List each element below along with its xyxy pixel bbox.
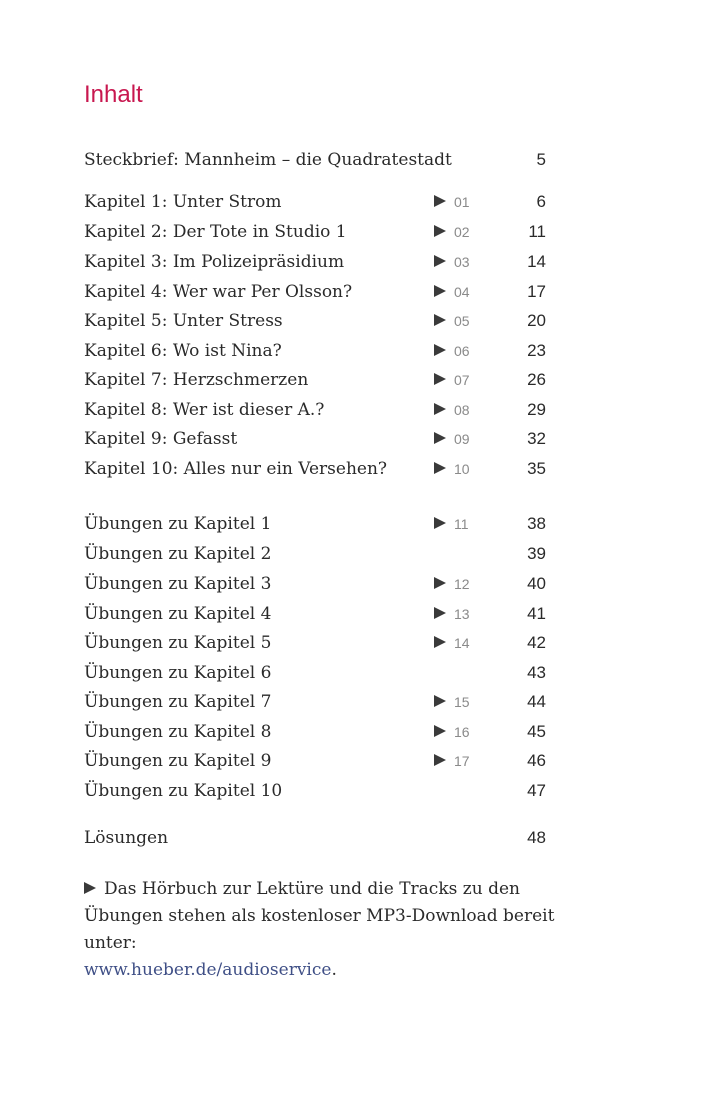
toc-label: Kapitel 6: Wo ist Nina? bbox=[84, 341, 282, 361]
track-number: 11 bbox=[454, 516, 469, 532]
toc-row-chapter-5[interactable] bbox=[84, 309, 546, 333]
toc-label: Übungen zu Kapitel 1 bbox=[84, 514, 272, 534]
toc-row-chapter-1[interactable] bbox=[84, 190, 546, 214]
footnote-trailing: . bbox=[331, 960, 337, 980]
toc-page-number: 6 bbox=[536, 192, 546, 211]
toc-label: Übungen zu Kapitel 6 bbox=[84, 663, 272, 683]
toc-page-number: 20 bbox=[527, 311, 546, 330]
toc-label: Übungen zu Kapitel 10 bbox=[84, 781, 283, 801]
toc-label: Kapitel 8: Wer ist dieser A.? bbox=[84, 400, 325, 420]
toc-label: Übungen zu Kapitel 3 bbox=[84, 574, 272, 594]
toc-label: Steckbrief: Mannheim – die Quadratestadt bbox=[84, 150, 452, 170]
toc-row-chapter-9[interactable] bbox=[84, 427, 546, 451]
play-icon bbox=[434, 725, 446, 737]
toc-page-number: 41 bbox=[527, 604, 546, 623]
track-number: 07 bbox=[454, 372, 470, 388]
play-icon bbox=[434, 432, 446, 444]
audioservice-link[interactable]: www.hueber.de/audioservice bbox=[84, 960, 332, 980]
toc-label: Kapitel 7: Herzschmerzen bbox=[84, 370, 309, 390]
audio-track[interactable] bbox=[434, 280, 470, 304]
toc-page-number: 42 bbox=[527, 633, 546, 652]
toc-page-number: 48 bbox=[527, 828, 546, 847]
toc-row-chapter-7[interactable] bbox=[84, 368, 546, 392]
play-icon bbox=[434, 517, 446, 529]
track-number: 15 bbox=[454, 694, 470, 710]
page-title: Inhalt bbox=[84, 81, 143, 108]
play-icon bbox=[434, 462, 446, 474]
toc-row-steckbrief[interactable] bbox=[84, 148, 546, 172]
audio-track[interactable] bbox=[434, 749, 470, 773]
toc-page-number: 29 bbox=[527, 400, 546, 419]
play-icon bbox=[434, 255, 446, 267]
toc-page-number: 14 bbox=[527, 252, 546, 271]
toc-page-number: 38 bbox=[527, 514, 546, 533]
track-number: 02 bbox=[454, 224, 470, 240]
toc-label: Übungen zu Kapitel 8 bbox=[84, 722, 272, 742]
play-icon bbox=[434, 195, 446, 207]
toc-page-number: 45 bbox=[527, 722, 546, 741]
track-number: 12 bbox=[454, 576, 470, 592]
toc-row-exercise-1[interactable] bbox=[84, 512, 546, 536]
audio-track[interactable] bbox=[434, 339, 470, 363]
toc-label: Kapitel 2: Der Tote in Studio 1 bbox=[84, 222, 347, 242]
toc-label: Kapitel 4: Wer war Per Olsson? bbox=[84, 282, 353, 302]
toc-label: Übungen zu Kapitel 9 bbox=[84, 751, 272, 771]
play-icon bbox=[434, 314, 446, 326]
audio-track[interactable] bbox=[434, 368, 470, 392]
toc-label: Übungen zu Kapitel 5 bbox=[84, 633, 272, 653]
toc-label: Kapitel 9: Gefasst bbox=[84, 429, 238, 449]
toc-label: Übungen zu Kapitel 7 bbox=[84, 692, 272, 712]
toc-row-exercise-6[interactable] bbox=[84, 661, 546, 685]
toc-label: Lösungen bbox=[84, 828, 169, 848]
toc-row-solutions[interactable] bbox=[84, 826, 546, 850]
toc-row-chapter-2[interactable] bbox=[84, 220, 546, 244]
play-icon bbox=[434, 636, 446, 648]
audio-track[interactable] bbox=[434, 631, 470, 655]
toc-row-chapter-6[interactable] bbox=[84, 339, 546, 363]
play-icon bbox=[434, 285, 446, 297]
audio-track[interactable] bbox=[434, 427, 470, 451]
toc-label: Übungen zu Kapitel 4 bbox=[84, 604, 272, 624]
toc-label: Kapitel 5: Unter Stress bbox=[84, 311, 283, 331]
toc-row-exercise-2[interactable] bbox=[84, 542, 546, 566]
play-icon bbox=[434, 403, 446, 415]
toc-page-number: 11 bbox=[528, 222, 546, 241]
toc-row-exercise-5[interactable] bbox=[84, 631, 546, 655]
toc-label: Übungen zu Kapitel 2 bbox=[84, 544, 272, 564]
audio-track[interactable] bbox=[434, 602, 470, 626]
toc-page-number: 35 bbox=[527, 459, 546, 478]
play-icon bbox=[434, 577, 446, 589]
toc-page-number: 17 bbox=[527, 282, 546, 301]
play-icon bbox=[434, 754, 446, 766]
track-number: 04 bbox=[454, 284, 470, 300]
toc-label: Kapitel 1: Unter Strom bbox=[84, 192, 282, 212]
toc-row-exercise-4[interactable] bbox=[84, 602, 546, 626]
toc-row-exercise-9[interactable] bbox=[84, 749, 546, 773]
toc-page-number: 43 bbox=[527, 663, 546, 682]
toc-page-number: 39 bbox=[527, 544, 546, 563]
play-icon bbox=[434, 695, 446, 707]
toc-row-chapter-3[interactable] bbox=[84, 250, 546, 274]
track-number: 01 bbox=[454, 194, 470, 210]
audio-track[interactable] bbox=[434, 190, 470, 214]
toc-page-number: 46 bbox=[527, 751, 546, 770]
play-icon bbox=[434, 607, 446, 619]
audio-track[interactable] bbox=[434, 720, 470, 744]
track-number: 13 bbox=[454, 606, 470, 622]
audio-download-note bbox=[84, 876, 584, 984]
toc-row-exercise-7[interactable] bbox=[84, 690, 546, 714]
toc-row-chapter-4[interactable] bbox=[84, 280, 546, 304]
track-number: 03 bbox=[454, 254, 470, 270]
audio-track[interactable] bbox=[434, 572, 470, 596]
toc-page-number: 47 bbox=[527, 781, 546, 800]
track-number: 05 bbox=[454, 313, 470, 329]
toc-page-number: 5 bbox=[536, 150, 546, 169]
play-icon bbox=[434, 373, 446, 385]
toc-page-number: 40 bbox=[527, 574, 546, 593]
track-number: 10 bbox=[454, 461, 470, 477]
track-number: 16 bbox=[454, 724, 470, 740]
toc-page-number: 26 bbox=[527, 370, 546, 389]
footnote-text: Das Hörbuch zur Lektüre und die Tracks zu den Übungen stehen als kostenloser MP3-Download bereit unter: bbox=[84, 879, 555, 953]
toc-page-number: 32 bbox=[527, 429, 546, 448]
audio-track[interactable] bbox=[434, 457, 470, 481]
play-icon bbox=[84, 882, 96, 894]
track-number: 06 bbox=[454, 343, 470, 359]
audio-track[interactable] bbox=[434, 309, 470, 333]
toc-row-chapter-10[interactable] bbox=[84, 457, 546, 481]
audio-track[interactable] bbox=[434, 220, 470, 244]
toc-row-exercise-10[interactable] bbox=[84, 779, 546, 803]
play-icon bbox=[434, 344, 446, 356]
toc-row-exercise-3[interactable] bbox=[84, 572, 546, 596]
toc-label: Kapitel 3: Im Polizeipräsidium bbox=[84, 252, 345, 272]
toc-label: Kapitel 10: Alles nur ein Versehen? bbox=[84, 459, 388, 479]
toc-page-number: 23 bbox=[527, 341, 546, 360]
track-number: 09 bbox=[454, 431, 470, 447]
toc-page-number: 44 bbox=[527, 692, 546, 711]
toc-row-exercise-8[interactable] bbox=[84, 720, 546, 744]
audio-track[interactable] bbox=[434, 512, 469, 536]
play-icon bbox=[434, 225, 446, 237]
audio-track[interactable] bbox=[434, 398, 470, 422]
track-number: 14 bbox=[454, 635, 470, 651]
track-number: 17 bbox=[454, 753, 470, 769]
track-number: 08 bbox=[454, 402, 470, 418]
audio-track[interactable] bbox=[434, 250, 470, 274]
audio-track[interactable] bbox=[434, 690, 470, 714]
toc-row-chapter-8[interactable] bbox=[84, 398, 546, 422]
